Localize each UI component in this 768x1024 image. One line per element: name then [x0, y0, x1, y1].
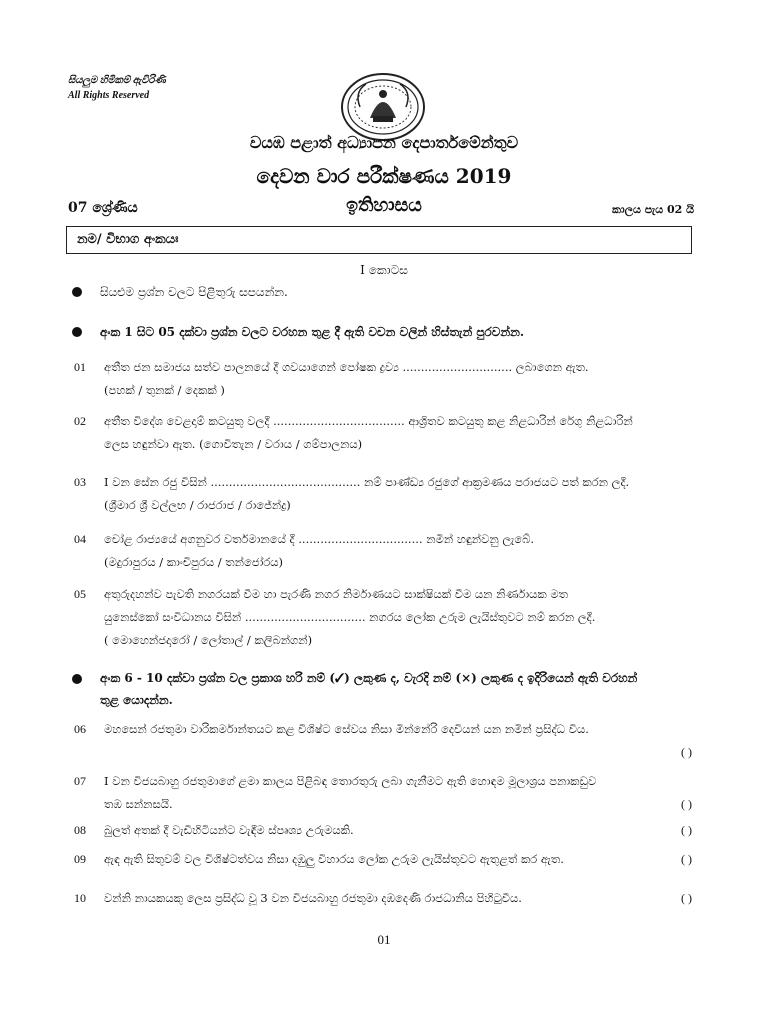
question-text: I වන සේන රජු විසින් ......................................... නම් පාණ්ඩ්‍ය රජුගේ ආක්‍රමණය පරාජයට පත් කරන ලදී. (ශ්‍රීමාර ශ්‍රී වල්ලභ / රාජරාජ / රාජේන්ද්‍ර) — [104, 475, 630, 512]
time-allowed: කාලය පැය 02 යි — [612, 203, 694, 216]
question-text: චෝළ රාජ්‍යයේ අගනුවර වර්තමානයේ දී .................................. නමින් හඳුන්වනු ලැබේ. (මදුරාපුරය / කාංචිපුරය / තන්ජෝරය) — [104, 532, 535, 569]
question-number: 08 — [74, 823, 86, 837]
subject-title: ඉතිහාසය — [346, 194, 422, 216]
page-number: 01 — [377, 932, 391, 947]
answer-bracket[interactable]: ( ) — [681, 745, 692, 759]
answer-bracket[interactable]: ( ) — [681, 823, 692, 837]
copyright-english: All Rights Reserved — [68, 90, 150, 101]
answer-bracket[interactable]: ( ) — [681, 852, 692, 866]
instruction-fill-blanks: අංක 1 සිට 05 දක්වා ප්‍රශ්න වලට වරහන තුළ දී ඇති වචන වලින් හිස්තැන් පුරවන්න. — [100, 325, 525, 339]
question-number: 06 — [74, 722, 86, 736]
government-emblem-icon — [340, 72, 426, 142]
bullet-icon — [72, 287, 82, 297]
part-title: I කොටස — [360, 263, 408, 277]
question-text: I වන විජයබාහු රජතුමාගේ ළමා කාලය පිළිබඳ තොරතුරු ලබා ගැනීමට ඇති හොඳම මූලාශ්‍රය පනාකඩුව තඹ සන්නසයි. ( ) — [104, 770, 696, 816]
question-text: වන්නි නායකයකු ලෙස ප්‍රසිද්ධ වූ 3 වන විජයබාහු රජතුමා දඹදෙණි රාජධානිය පිහිටුවීය. ( ) — [104, 887, 696, 910]
question-text: අතුරුදහන්ව පැවති නගරයක් වීම හා පැරණි නගර නිර්මාණයට සාක්ෂියක් වීම යන නිර්ණායක මත යුනෙස්කෝ සංවිධානය විසින් ................................. නගරය ලෝක උරුම ලැයිස්තුවට නම් කරන ලදී. ( මොහෙන්ජදාරෝ / ලෝතාල් / කලිබන්ගන්) — [104, 587, 596, 647]
bullet-icon — [72, 674, 82, 684]
department-name: වයඹ පළාත් අධ්‍යාපන දෙපාර්තමේන්තුව — [249, 133, 519, 152]
question-number: 05 — [74, 587, 86, 601]
question-number: 04 — [74, 532, 86, 546]
exam-title: දෙවන වාර පරීක්ෂණය 2019 — [256, 164, 512, 188]
question-text: ඇඳ ඇති සිතුවම් වල විශිෂ්ටත්වය නිසා දඹුලු විහාරය ලෝක උරුම ලැයිස්තුවට ඇතුළත් කර ඇත. ( ) — [104, 848, 696, 871]
question-text: අතීත ජන සමාජය සත්ව පාලනයේ දී ගවයාගෙන් පෝෂක ද්‍රව්‍ය .............................. ලබාගෙන ඇත. (පහක් / තුනක් / දෙකක් ) — [104, 360, 589, 397]
instruction-true-false: අංක 6 - 10 දක්වා ප්‍රශ්න වල ප්‍රකාශ හරි නම් (✓) ලකුණ ද, වැරදි නම් (×) ලකුණ ද ඉදිරියෙන් ඇති වරහන් තුළ යොදන්න. — [100, 671, 638, 707]
copyright-notice — [68, 73, 166, 103]
question-number: 03 — [74, 475, 86, 489]
grade-label: 07 ශ්‍රේණිය — [68, 200, 138, 216]
question-number: 01 — [74, 360, 86, 374]
question-text: මහසෙන් රජතුමා වාරිකර්මාන්තයට කළ විශිෂ්ට සේවය නිසා මින්නේරි දෙවියන් යන නමින් ප්‍රසිද්ධ විය. ( ) — [104, 722, 692, 759]
answer-bracket[interactable]: ( ) — [681, 891, 692, 905]
question-number: 09 — [74, 852, 86, 866]
question-number: 07 — [74, 774, 86, 788]
name-index-box[interactable] — [66, 226, 692, 254]
instruction-all-questions: සියළුම ප්‍රශ්න වලට පිළිතුරු සපයන්න. — [100, 285, 288, 299]
question-text: බුලත් අතක් දී වැඩිහිටියන්ට වැඳීම ස්පෘශ්‍ය උරුමයකි. ( ) — [104, 819, 696, 842]
question-number: 02 — [74, 414, 86, 428]
name-index-label: නම/ විභාග අංකයඃ — [77, 232, 179, 247]
bullet-icon — [72, 327, 82, 337]
question-number: 10 — [74, 891, 86, 905]
answer-bracket[interactable]: ( ) — [681, 797, 692, 811]
question-text: අතීත විදේශ වෙළදාම් කටයුතු වලදී .................................... ආශ්‍රිතව කටයුතු කළ නිළධාරින් රේගු නිළධාරින් ලෙස හඳුන්වා ඇත. (ගොවිතැන / වරාය / ගම්පාලනය) — [104, 414, 633, 451]
copyright-sinhala: සියලුම හිමිකම් ඇවිරිණි — [68, 75, 166, 86]
